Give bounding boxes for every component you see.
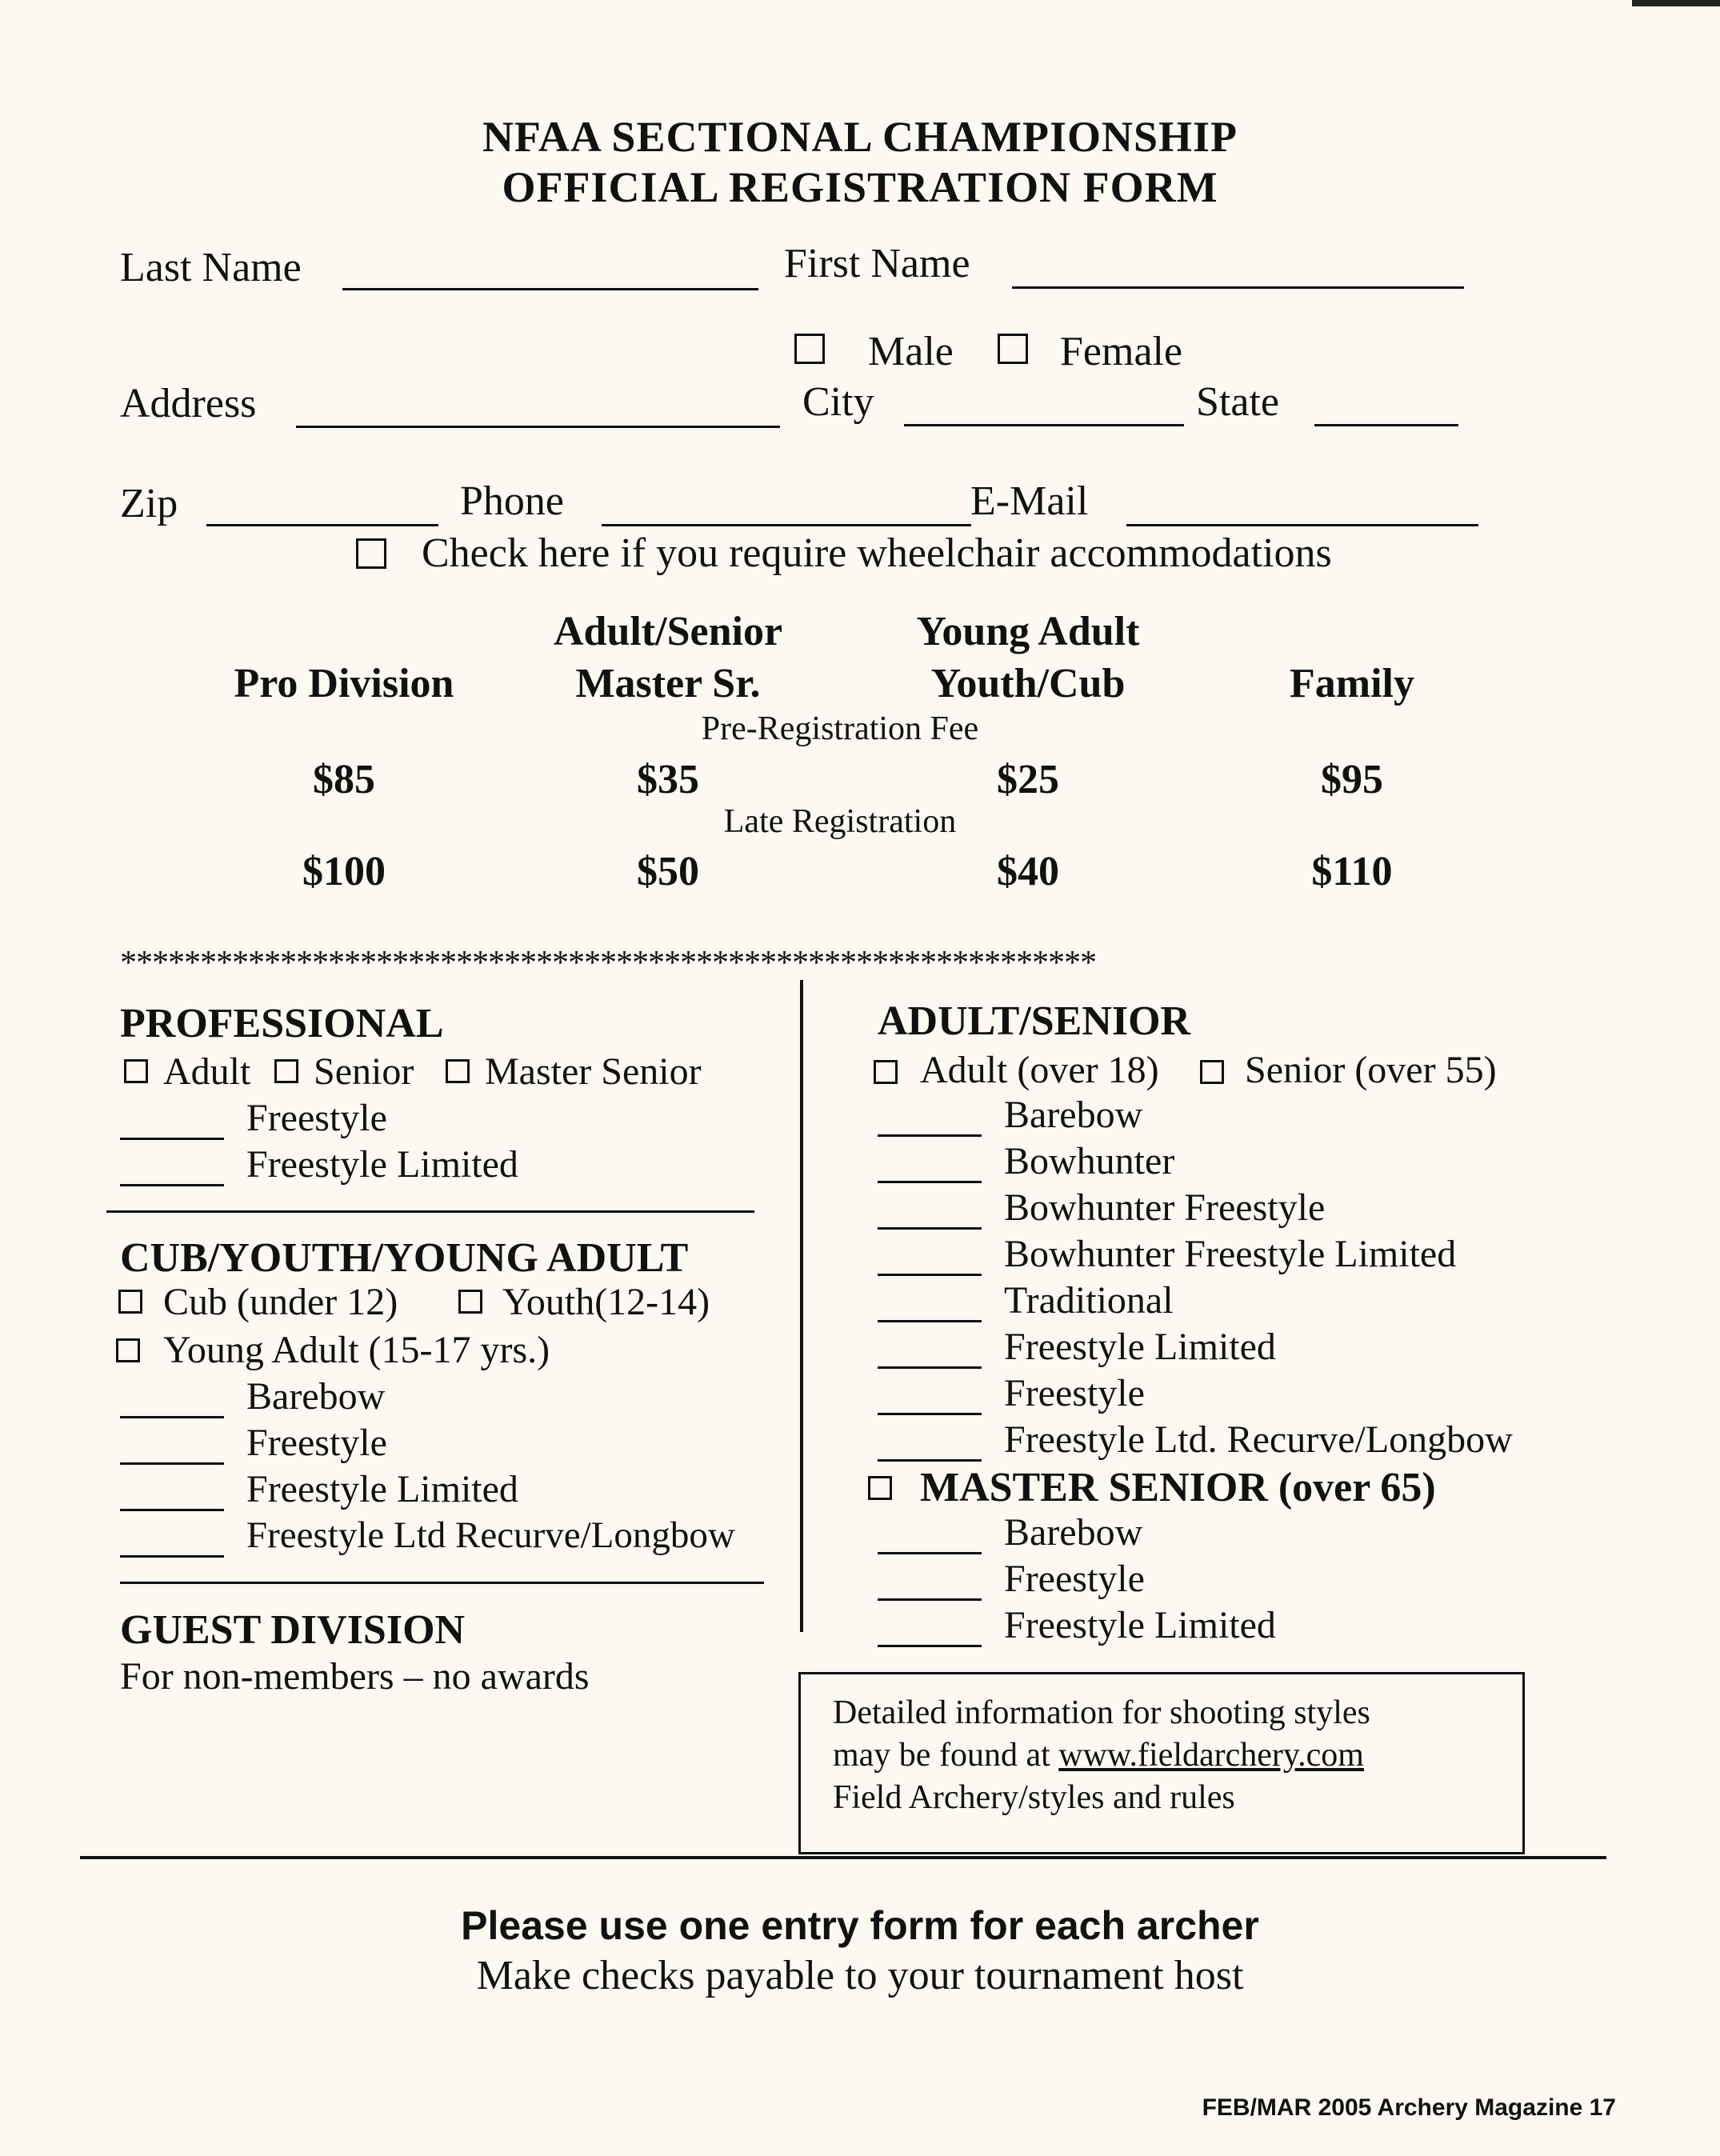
fee-col2-line1: Adult/Senior: [553, 609, 783, 654]
state-label: State: [1196, 379, 1279, 425]
cub-freestyle-limited-blank[interactable]: [120, 1509, 224, 1511]
cub-youth-heading: CUB/YOUTH/YOUNG ADULT: [120, 1235, 689, 1281]
fee-late-family: $110: [1311, 849, 1393, 894]
adult-bowhunter-freestyle-label: Bowhunter Freestyle: [1004, 1186, 1326, 1229]
adult-traditional-label: Traditional: [1004, 1279, 1174, 1322]
pro-freestyle-blank[interactable]: [120, 1138, 224, 1140]
zip-label: Zip: [120, 481, 178, 526]
asterisk-separator: *************************************************************: [120, 945, 1096, 982]
cub-freestyle-blank[interactable]: [120, 1462, 224, 1465]
adult-bowhunter-blank[interactable]: [878, 1181, 982, 1183]
master-freestyle-blank[interactable]: [878, 1598, 982, 1601]
pro-senior-label: Senior: [314, 1050, 414, 1093]
adult-bowhunter-freestyle-limited-blank[interactable]: [878, 1274, 982, 1276]
cub-freestyle-label: Freestyle: [246, 1422, 387, 1464]
fee-late-youth: $40: [997, 849, 1059, 894]
footer-checks-payable: Make checks payable to your tournament host: [476, 1953, 1244, 1998]
pro-freestyle-limited-blank[interactable]: [120, 1184, 224, 1186]
adult-bowhunter-freestyle-limited-label: Bowhunter Freestyle Limited: [1004, 1233, 1457, 1275]
fee-late-adult: $50: [637, 849, 699, 894]
male-label: Male: [868, 329, 954, 374]
adult-barebow-label: Barebow: [1004, 1094, 1143, 1136]
adult-freestyle-limited-blank[interactable]: [878, 1366, 982, 1369]
adult-freestyle-blank[interactable]: [878, 1413, 982, 1415]
cub-recurve-longbow-blank[interactable]: [120, 1555, 224, 1558]
guest-note: For non-members – no awards: [120, 1655, 590, 1698]
last-name-field[interactable]: [342, 288, 758, 290]
female-label: Female: [1060, 329, 1183, 374]
pre-registration-label: Pre-Registration Fee: [701, 710, 979, 747]
late-registration-label: Late Registration: [723, 803, 957, 840]
fee-col4-line2: Family: [1290, 661, 1414, 706]
wheelchair-checkbox[interactable]: [356, 538, 386, 569]
pro-freestyle-label: Freestyle: [246, 1097, 387, 1139]
form-title-line1: NFAA SECTIONAL CHAMPIONSHIP: [482, 113, 1238, 161]
master-freestyle-limited-label: Freestyle Limited: [1004, 1604, 1276, 1646]
adult-label: Adult (over 18): [920, 1049, 1159, 1091]
fee-col3-line2: Youth/Cub: [930, 661, 1126, 706]
cub-checkbox[interactable]: [118, 1290, 142, 1314]
youth-checkbox[interactable]: [458, 1290, 482, 1314]
zip-field[interactable]: [206, 524, 438, 526]
adult-checkbox[interactable]: [874, 1060, 898, 1084]
phone-label: Phone: [460, 478, 564, 524]
fee-col3-line1: Young Adult: [916, 609, 1140, 654]
first-name-label: First Name: [784, 241, 970, 286]
master-barebow-label: Barebow: [1004, 1511, 1143, 1554]
female-checkbox[interactable]: [998, 334, 1028, 364]
bottom-rule: [80, 1856, 1606, 1859]
adult-traditional-blank[interactable]: [878, 1320, 982, 1322]
master-senior-heading: MASTER SENIOR (over 65): [920, 1465, 1436, 1510]
professional-rule: [106, 1210, 754, 1213]
state-field[interactable]: [1314, 424, 1458, 426]
phone-field[interactable]: [602, 524, 971, 526]
info-line1: Detailed information for shooting styles: [833, 1694, 1370, 1731]
scan-edge-mark: [1632, 0, 1720, 6]
fee-pre-youth: $25: [997, 757, 1059, 802]
pro-adult-checkbox[interactable]: [124, 1059, 148, 1083]
pro-master-senior-checkbox[interactable]: [446, 1059, 470, 1083]
young-adult-checkbox[interactable]: [116, 1338, 140, 1362]
fee-late-pro: $100: [302, 849, 386, 894]
form-title-line2: OFFICIAL REGISTRATION FORM: [502, 163, 1218, 211]
info-box: [798, 1672, 1525, 1854]
wheelchair-label: Check here if you require wheelchair accommodations: [422, 530, 1332, 576]
professional-heading: PROFESSIONAL: [120, 1001, 444, 1046]
young-adult-label: Young Adult (15-17 yrs.): [163, 1329, 550, 1371]
pro-senior-checkbox[interactable]: [274, 1059, 298, 1083]
guest-heading: GUEST DIVISION: [120, 1607, 466, 1653]
info-line2-prefix: may be found at: [833, 1737, 1059, 1774]
master-freestyle-label: Freestyle: [1004, 1558, 1145, 1600]
fee-col1-line2: Pro Division: [234, 661, 454, 706]
adult-bowhunter-label: Bowhunter: [1004, 1140, 1175, 1182]
city-label: City: [802, 379, 874, 425]
info-line2: [833, 1734, 1505, 1777]
fieldarchery-link[interactable]: www.fieldarchery.com: [1058, 1737, 1364, 1774]
master-freestyle-limited-blank[interactable]: [878, 1645, 982, 1647]
fee-pre-family: $95: [1321, 757, 1383, 802]
cub-barebow-label: Barebow: [246, 1375, 386, 1418]
male-checkbox[interactable]: [794, 334, 825, 364]
address-label: Address: [120, 381, 257, 426]
info-line3: Field Archery/styles and rules: [833, 1779, 1235, 1816]
adult-senior-heading: ADULT/SENIOR: [878, 998, 1191, 1044]
senior-label: Senior (over 55): [1245, 1049, 1497, 1091]
first-name-field[interactable]: [1012, 286, 1464, 289]
cub-recurve-longbow-label: Freestyle Ltd Recurve/Longbow: [246, 1514, 735, 1556]
adult-freestyle-label: Freestyle: [1004, 1372, 1145, 1414]
city-field[interactable]: [904, 424, 1184, 426]
adult-recurve-longbow-label: Freestyle Ltd. Recurve/Longbow: [1004, 1418, 1513, 1461]
youth-label: Youth(12-14): [502, 1281, 710, 1323]
pro-master-senior-label: Master Senior: [485, 1050, 702, 1093]
fee-col2-line2: Master Sr.: [575, 661, 761, 706]
page-footer: FEB/MAR 2005 Archery Magazine 17: [1202, 2094, 1616, 2121]
adult-barebow-blank[interactable]: [878, 1134, 982, 1137]
pro-adult-label: Adult: [163, 1050, 251, 1093]
master-barebow-blank[interactable]: [878, 1552, 982, 1554]
adult-recurve-longbow-blank[interactable]: [878, 1459, 982, 1462]
pro-freestyle-limited-label: Freestyle Limited: [246, 1143, 518, 1186]
email-label: E-Mail: [970, 478, 1089, 524]
cub-label: Cub (under 12): [163, 1281, 398, 1323]
last-name-label: Last Name: [120, 245, 302, 290]
cub-freestyle-limited-label: Freestyle Limited: [246, 1468, 518, 1510]
cub-youth-rule: [120, 1582, 764, 1584]
fee-pre-adult: $35: [637, 757, 699, 802]
adult-freestyle-limited-label: Freestyle Limited: [1004, 1326, 1276, 1368]
cub-barebow-blank[interactable]: [120, 1416, 224, 1418]
master-senior-checkbox[interactable]: [868, 1476, 892, 1500]
footer-instruction: Please use one entry form for each archer: [461, 1903, 1259, 1948]
email-field[interactable]: [1126, 524, 1478, 526]
senior-checkbox[interactable]: [1200, 1060, 1224, 1084]
address-field[interactable]: [296, 426, 780, 428]
column-divider: [800, 980, 803, 1632]
fee-pre-pro: $85: [313, 757, 375, 802]
adult-bowhunter-freestyle-blank[interactable]: [878, 1227, 982, 1230]
